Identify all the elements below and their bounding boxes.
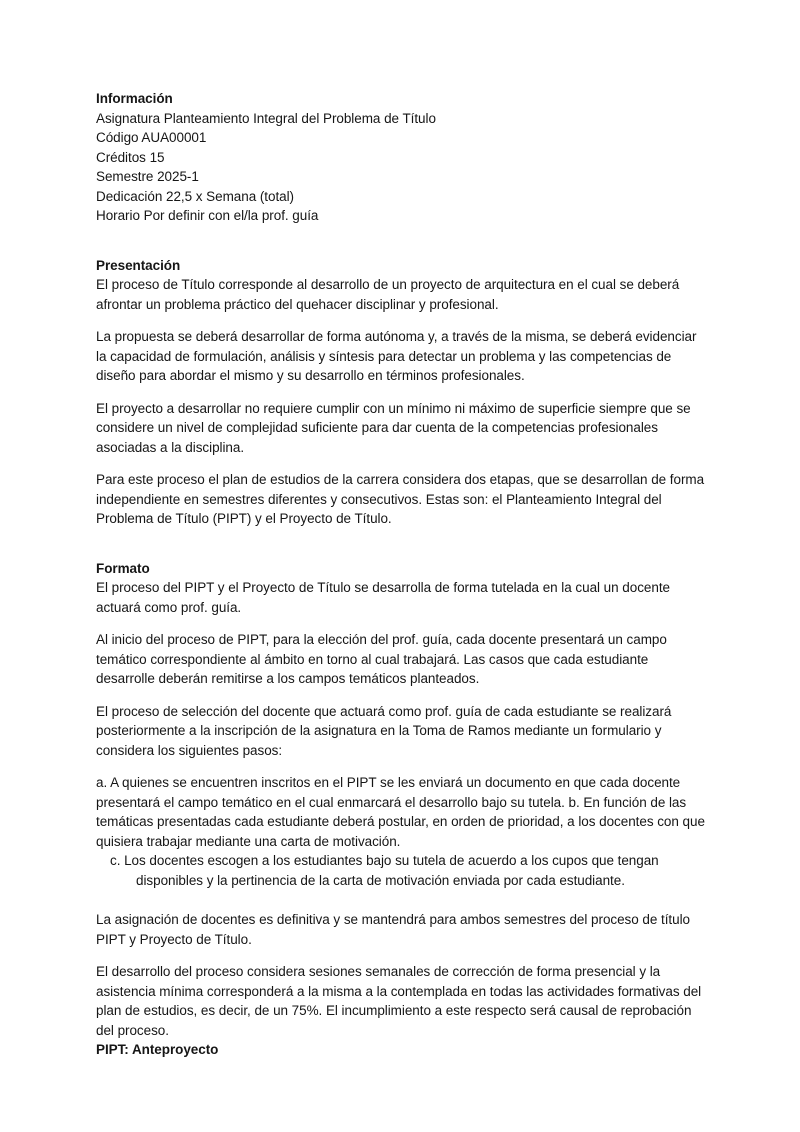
formato-paragraph-asignacion: La asignación de docentes es definitiva y se mantendrá para ambos semestres del proceso de título PIPT y Proyecto de Título. [96,912,691,947]
info-line-horario: Horario Por definir con el/la prof. guía [96,208,319,223]
presentacion-paragraph-2: La propuesta se deberá desarrollar de forma autónoma y, a través de la misma, se deberá evidenciar la capacidad de formulación, análisis y síntesis para detectar un problema y las competencias de diseño para abordar el mismo y su desarrollo en términos profesionales. [96,329,697,383]
formato-paragraph-2: Al inicio del proceso de PIPT, para la elección del prof. guía, cada docente presentará un campo temático correspondiente al ámbito en torno al cual trabajará. Las casos que cada estudiante desarrolle deberán remitirse a los campos temáticos planteados. [96,632,667,686]
presentacion-paragraph-1: El proceso de Título corresponde al desarrollo de un proyecto de arquitectura en el cual se deberá afrontar un problema práctico del quehacer disciplinar y profesional. [96,277,680,312]
formato-paragraph-1: El proceso del PIPT y el Proyecto de Título se desarrolla de forma tutelada en la cual un docente actuará como prof. guía. [96,580,670,615]
informacion-heading: Información [96,91,173,106]
info-line-asignatura: Asignatura Planteamiento Integral del Problema de Título [96,110,436,126]
formato-heading: Formato [96,560,150,576]
section-presentacion [96,256,705,529]
info-line-creditos: Créditos 15 [96,149,165,165]
info-line-codigo: Código AUA00001 [96,130,207,145]
formato-list-item-c: c. Los docentes escogen a los estudiantes bajo su tutela de acuerdo a los cupos que tengan disponibles y la pertinencia de la carta de motivación enviada por cada estudiante. [110,853,659,888]
presentacion-heading: Presentación [96,257,181,273]
formato-list-item-ab: a. A quienes se encuentren inscritos en el PIPT se les enviará un documento en que cada docente presentará el campo temático en el cual enmarcará el desarrollo bajo su tutela. b. En función de las temáticas presentadas cada estudiante deberá postular, en orden de prioridad, a los docentes con que quisiera trabajar mediante una carta de motivación. [96,775,705,849]
section-informacion [96,89,705,226]
formato-paragraph-3: El proceso de selección del docente que actuará como prof. guía de cada estudiante se realizará posteriormente a la inscripción de la asignatura en la Toma de Ramos mediante un formulario y considera los siguientes pasos: [96,703,672,758]
info-line-semestre: Semestre 2025-1 [96,169,199,184]
info-line-dedicacion: Dedicación 22,5 x Semana (total) [96,188,295,204]
pipt-anteproyecto-heading: PIPT: Anteproyecto [96,1042,219,1057]
formato-paragraph-desarrollo: El desarrollo del proceso considera sesiones semanales de corrección de forma presencial y la asistencia mínima corresponderá a la misma a la contemplada en todas las actividades formativas del plan de estudios, es decir, de un 75%. El incumplimiento a este respecto será causal de reprobación del proceso. [96,964,702,1038]
presentacion-paragraph-4: Para este proceso el plan de estudios de la carrera considera dos etapas, que se desarrollan de forma independiente en semestres diferentes y consecutivos. Estas son: el Planteamiento Integral del Problema de Título (PIPT) y el Proyecto de Título. [96,472,705,526]
presentacion-paragraph-3: El proyecto a desarrollar no requiere cumplir con un mínimo ni máximo de superficie siempre que se considere un nivel de complejidad suficiente para dar cuenta de la competencias profesionales asociadas a la disciplina. [96,400,691,455]
section-formato [96,559,705,1060]
